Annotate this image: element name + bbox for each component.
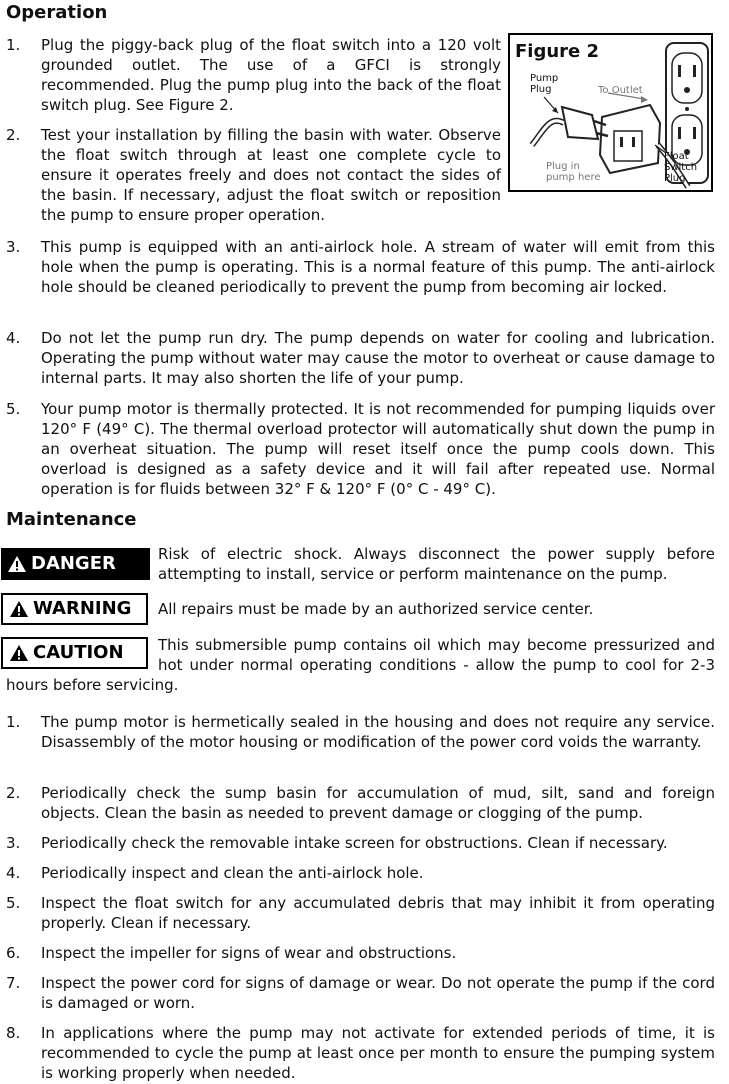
item-text: Periodically inspect and clean the anti-airlock hole. [41, 864, 424, 882]
warning-triangle-icon [9, 600, 29, 618]
label-to-outlet: To Outlet [598, 85, 643, 96]
item-number: 3. [6, 238, 21, 256]
caution-label: CAUTION [33, 642, 124, 663]
maintenance-item-5 [6, 893, 715, 933]
operation-item-1 [6, 35, 501, 115]
item-number: 6. [6, 944, 21, 962]
maintenance-item-8 [6, 1023, 715, 1083]
item-number: 2. [6, 126, 21, 144]
item-number: 4. [6, 864, 21, 882]
maintenance-heading: Maintenance [6, 509, 137, 530]
caution-text-block [6, 635, 715, 695]
item-text: Periodically check the removable intake screen for obstructions. Clean if necessary. [41, 834, 668, 852]
warning-badge [1, 593, 148, 625]
maintenance-item-6 [6, 943, 715, 963]
caution-text: This submersible pump contains oil which may become pressurized and hot under normal operating conditions - allow the pump to cool for 2-3 hours before servicing. [6, 636, 715, 694]
item-text: The pump motor is hermetically sealed in the housing and does not require any service. Disassembly of the motor housing or modification of the power cord voids the warranty. [41, 713, 715, 751]
warning-text: All repairs must be made by an authorized service center. [158, 600, 594, 618]
danger-label: DANGER [31, 553, 116, 574]
item-number: 2. [6, 784, 21, 802]
item-number: 7. [6, 974, 21, 992]
maintenance-item-7 [6, 973, 715, 1013]
warning-label: WARNING [33, 598, 132, 619]
item-text: In applications where the pump may not activate for extended periods of time, it is recommended to cycle the pump at least once per month to ensure the pumping system is working properly when needed. [41, 1024, 715, 1082]
item-text: Inspect the impeller for signs of wear and obstructions. [41, 944, 457, 962]
item-number: 1. [6, 713, 21, 731]
label-float-switch-plug: Float Switch Plug [664, 151, 698, 184]
operation-item-5 [6, 399, 715, 499]
warning-triangle-icon [7, 555, 27, 573]
operation-item-4 [6, 328, 715, 388]
item-text: Do not let the pump run dry. The pump depends on water for cooling and lubrication. Operating the pump without water may cause the motor to overheat or cause damage to internal parts. It may also shorten the life of your pump. [41, 329, 715, 387]
item-text: Plug the piggy-back plug of the float switch into a 120 volt grounded outlet. The use of a GFCI is strongly recommended. Plug the pump plug into the back of the float switch plug. See Figure 2. [41, 36, 501, 114]
danger-badge [1, 548, 150, 580]
item-text: Inspect the power cord for signs of damage or wear. Do not operate the pump if the cord is damaged or worn. [41, 974, 715, 1012]
item-number: 1. [6, 36, 21, 54]
maintenance-item-4 [6, 863, 715, 883]
figure-2 [508, 33, 713, 192]
figure-title: Figure 2 [515, 41, 600, 62]
maintenance-item-3 [6, 833, 715, 853]
item-number: 5. [6, 894, 21, 912]
operation-item-3 [6, 237, 715, 297]
item-text: Inspect the float switch for any accumulated debris that may inhibit it from operating properly. Clean if necessary. [41, 894, 715, 932]
operation-heading: Operation [6, 2, 108, 23]
item-text: Your pump motor is thermally protected. It is not recommended for pumping liquids over 120° F (49° C). The thermal overload protector will automatically shut down the pump in an overheat situation. The pump will reset itself once the pump cools down. This overload is designed as a safety device and it will fail after repeated use. Normal operation is for fluids between 32° F & 120° F (0° C - 49° C). [41, 400, 715, 498]
label-pump-plug: Pump Plug [530, 73, 559, 95]
maintenance-item-1 [6, 712, 715, 752]
maintenance-item-2 [6, 783, 715, 823]
item-text: Periodically check the sump basin for accumulation of mud, silt, sand and foreign objects. Clean the basin as needed to prevent damage or clogging of the pump. [41, 784, 715, 822]
operation-item-2 [6, 125, 501, 225]
item-number: 5. [6, 400, 21, 418]
danger-text: Risk of electric shock. Always disconnect the power supply before attempting to install, service or perform maintenance on the pump. [158, 545, 715, 583]
item-number: 8. [6, 1024, 21, 1042]
item-number: 3. [6, 834, 21, 852]
label-plug-in-pump-here: Plug in pump here [546, 161, 601, 183]
item-number: 4. [6, 329, 21, 347]
item-text: This pump is equipped with an anti-airlock hole. A stream of water will emit from this hole when the pump is operating. This is a normal feature of this pump. The anti-airlock hole should be cleaned periodically to prevent the pump from becoming air locked. [41, 238, 715, 296]
item-text: Test your installation by filling the basin with water. Observe the float switch through at least one complete cycle to ensure it operates freely and does not contact the sides of the basin. If necessary, adjust the float switch or reposition the pump to ensure proper operation. [41, 126, 501, 224]
